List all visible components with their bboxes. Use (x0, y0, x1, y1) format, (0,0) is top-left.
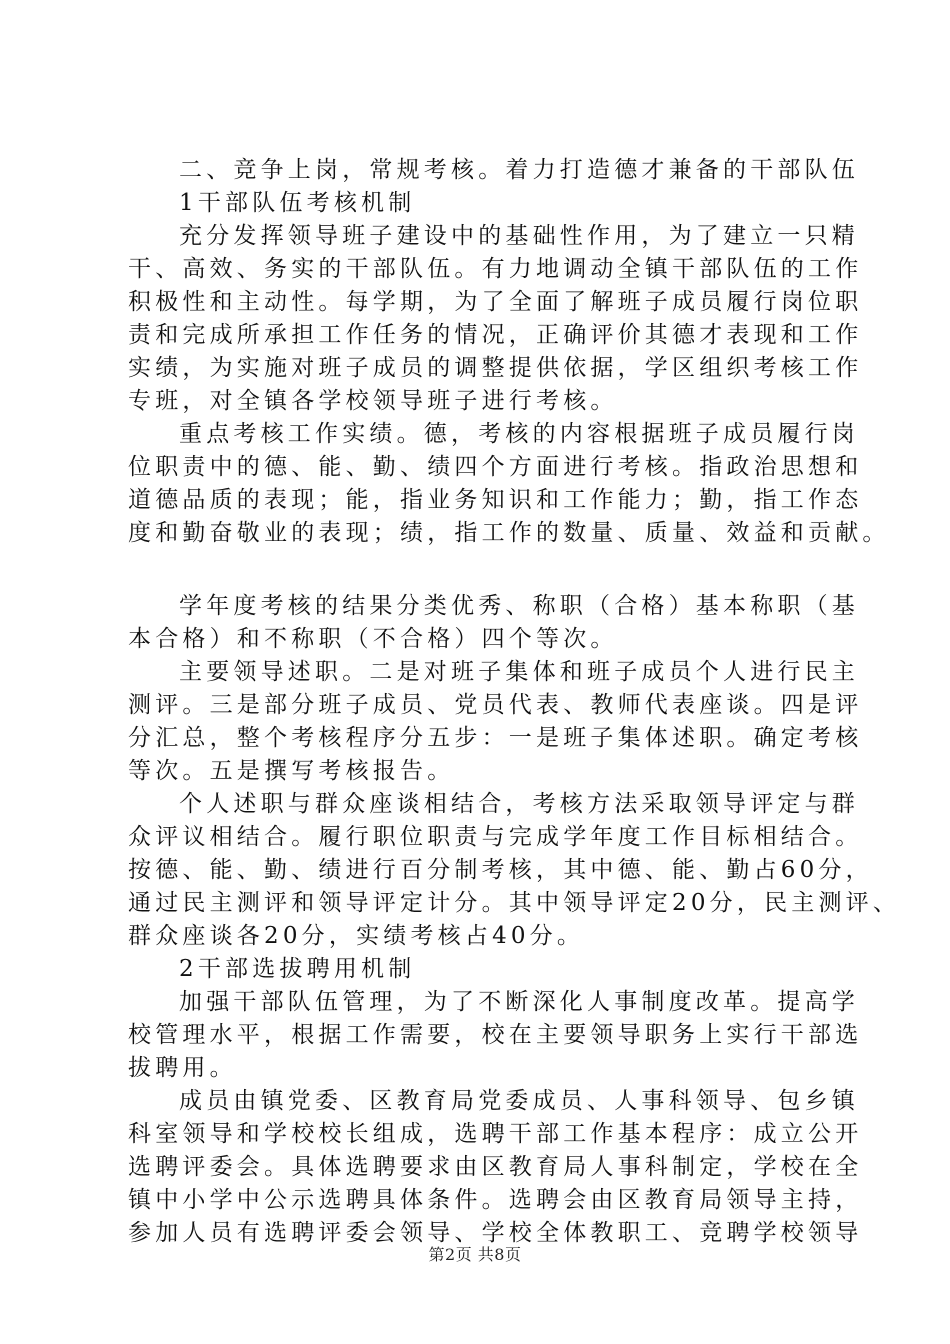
paragraph-line: 主要领导述职。二是对班子集体和班子成员个人进行民主 (179, 659, 859, 685)
paragraph-line: 通过民主测评和领导评定计分。其中领导评定20分，民主测评、 (128, 890, 901, 916)
paragraph-line: 校管理水平，根据工作需要，校在主要领导职务上实行干部选 (128, 1022, 863, 1048)
paragraph-line: 干、高效、务实的干部队伍。有力地调动全镇干部队伍的工作 (128, 256, 863, 282)
paragraph-line: 道德品质的表现；能，指业务知识和工作能力；勤，指工作态 (128, 487, 863, 513)
paragraph-line: 群众座谈各20分，实绩考核占40分。 (128, 923, 585, 949)
paragraph-line: 学年度考核的结果分类优秀、称职（合格）基本称职（基 (179, 593, 859, 619)
paragraph-line: 重点考核工作实绩。德，考核的内容根据班子成员履行岗 (179, 421, 859, 447)
paragraph-line: 度和勤奋敬业的表现；绩，指工作的数量、质量、效益和贡献。 (128, 520, 890, 546)
paragraph-line: 位职责中的德、能、勤、绩四个方面进行考核。指政治思想和 (128, 454, 863, 480)
page-number-footer: 第2页 共8页 (428, 1245, 522, 1264)
paragraph-line: 选聘评委会。具体选聘要求由区教育局人事科制定，学校在全 (128, 1154, 863, 1180)
subsection-heading: 2干部选拔聘用机制 (179, 956, 416, 982)
paragraph-line: 成员由镇党委、区教育局党委成员、人事科领导、包乡镇 (179, 1088, 859, 1114)
paragraph-line: 镇中小学中公示选聘具体条件。选聘会由区教育局领导主持， (128, 1187, 863, 1213)
paragraph-line: 专班，对全镇各学校领导班子进行考核。 (128, 388, 618, 414)
paragraph-line: 等次。五是撰写考核报告。 (128, 758, 455, 784)
paragraph-line: 充分发挥领导班子建设中的基础性作用，为了建立一只精 (179, 223, 859, 249)
paragraph-line: 众评议相结合。履行职位职责与完成学年度工作目标相结合。 (128, 824, 863, 850)
paragraph-line: 积极性和主动性。每学期，为了全面了解班子成员履行岗位职 (128, 289, 863, 315)
paragraph-line: 本合格）和不称职（不合格）四个等次。 (128, 626, 618, 652)
paragraph-line: 责和完成所承担工作任务的情况，正确评价其德才表现和工作 (128, 322, 863, 348)
paragraph-line: 分汇总，整个考核程序分五步：一是班子集体述职。确定考核 (128, 725, 863, 751)
section-heading: 二、竞争上岗，常规考核。着力打造德才兼备的干部队伍 (179, 157, 859, 183)
document-body (128, 154, 901, 1250)
paragraph-line: 实绩，为实施对班子成员的调整提供依据，学区组织考核工作 (128, 355, 863, 381)
paragraph-line: 加强干部队伍管理，为了不断深化人事制度改革。提高学 (179, 989, 859, 1015)
paragraph-line: 拔聘用。 (128, 1055, 237, 1081)
subsection-heading: 1干部队伍考核机制 (179, 190, 416, 216)
paragraph-line: 按德、能、勤、绩进行百分制考核，其中德、能、勤占60分， (128, 857, 873, 883)
paragraph-line: 测评。三是部分班子成员、党员代表、教师代表座谈。四是评 (128, 692, 863, 718)
paragraph-line: 科室领导和学校校长组成，选聘干部工作基本程序：成立公开 (128, 1121, 863, 1147)
paragraph-gap (128, 550, 844, 590)
paragraph-line: 个人述职与群众座谈相结合，考核方法采取领导评定与群 (179, 791, 859, 817)
paragraph-line: 参加人员有选聘评委会领导、学校全体教职工、竞聘学校领导 (128, 1220, 863, 1246)
